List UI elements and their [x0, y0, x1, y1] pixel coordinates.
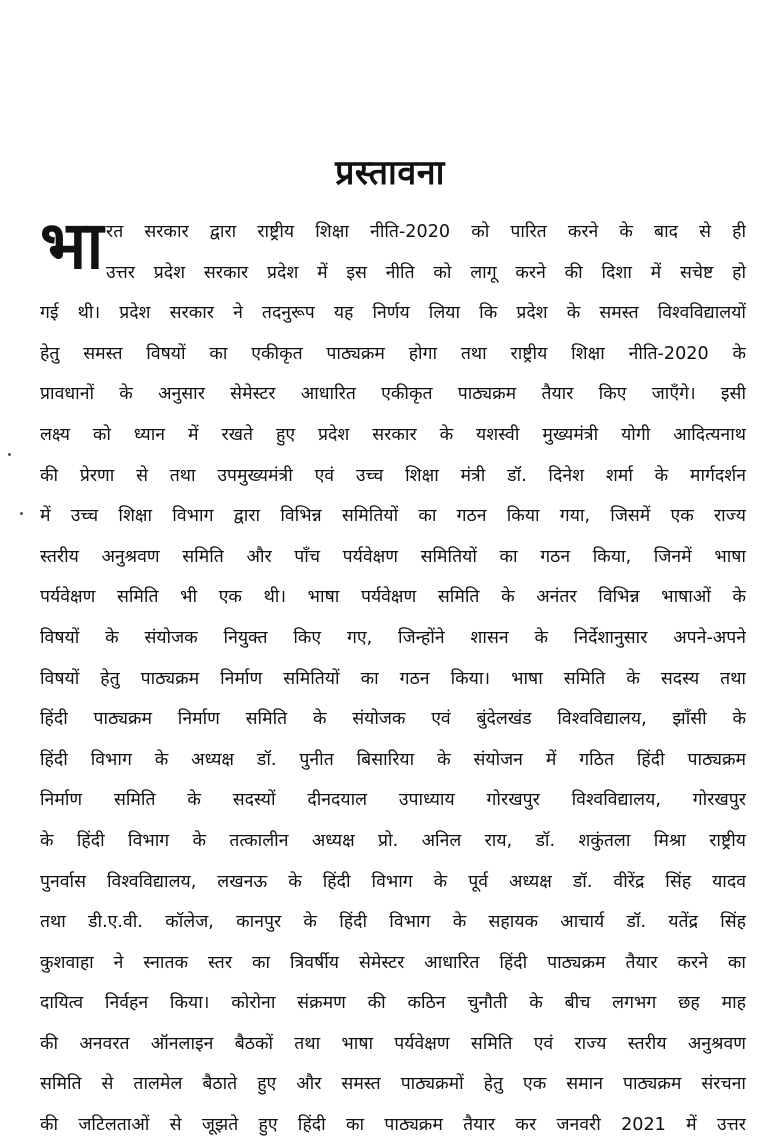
text-line: निर्माण समिति के सदस्यों दीनदयाल उपाध्याय गोरखपुर विश्वविद्यालय, गोरखपुर [40, 790, 746, 811]
text-line: पुनर्वास विश्वविद्यालय, लखनऊ के हिंदी विभाग के पूर्व अध्यक्ष डॉ. वीरेंद्र सिंह यादव [40, 871, 746, 892]
text-line: तथा डी.ए.वी. कॉलेज, कानपुर के हिंदी विभाग के सहायक आचार्य डॉ. यतेंद्र सिंह [40, 912, 746, 933]
drop-cap: भा [40, 207, 102, 284]
text-line: हिंदी विभाग के अध्यक्ष डॉ. पुनीत बिसारिया के संयोजन में गठित हिंदी पाठ्यक्रम [40, 749, 746, 770]
text-line: पर्यवेक्षण समिति भी एक थी। भाषा पर्यवेक्षण समिति के अनंतर विभिन्न भाषाओं के [40, 587, 746, 608]
scan-speck [8, 453, 11, 456]
text-line: विषयों के संयोजक नियुक्त किए गए, जिन्होंने शासन के निर्देशानुसार अपने-अपने [40, 627, 746, 648]
text-line: दायित्व निर्वहन किया। कोरोना संक्रमण की कठिन चुनौती के बीच लगभग छह माह [40, 993, 746, 1014]
text-line: के हिंदी विभाग के तत्कालीन अध्यक्ष प्रो. अनिल राय, डॉ. शकुंतला मिश्रा राष्ट्रीय [40, 830, 746, 851]
text-line: कुशवाहा ने स्नातक स्तर का त्रिवर्षीय सेमेस्टर आधारित हिंदी पाठ्यक्रम तैयार करने का [40, 952, 746, 973]
text-line: हेतु समस्त विषयों का एकीकृत पाठ्यक्रम होगा तथा राष्ट्रीय शिक्षा नीति-2020 के [40, 343, 746, 364]
page-title: प्रस्तावना [335, 152, 445, 193]
scan-speck [20, 512, 23, 515]
text-line: रत सरकार द्वारा राष्ट्रीय शिक्षा नीति-2020 को पारित करने के बाद से ही [106, 222, 746, 242]
text-line: की जटिलताओं से जूझते हुए हिंदी का पाठ्यक्रम तैयार कर जनवरी 2021 में उत्तर [40, 1115, 746, 1136]
text-line: में उच्च शिक्षा विभाग द्वारा विभिन्न समितियों का गठन किया गया, जिसमें एक राज्य [40, 506, 746, 527]
text-line: लक्ष्य को ध्यान में रखते हुए प्रदेश सरकार के यशस्वी मुख्यमंत्री योगी आदित्यनाथ [40, 424, 746, 445]
body-paragraph [40, 212, 746, 1146]
text-line: स्तरीय अनुश्रवण समिति और पाँच पर्यवेक्षण समितियों का गठन किया, जिनमें भाषा [40, 546, 746, 567]
text-line: की अनवरत ऑनलाइन बैठकों तथा भाषा पर्यवेक्षण समिति एवं राज्य स्तरीय अनुश्रवण [40, 1033, 746, 1054]
text-line: प्रावधानों के अनुसार सेमेस्टर आधारित एकीकृत पाठ्यक्रम तैयार किए जाएँगे। इसी [40, 384, 746, 405]
text-line: उत्तर प्रदेश सरकार प्रदेश में इस नीति को लागू करने की दिशा में सचेष्ट हो [106, 262, 746, 283]
text-line: गई थी। प्रदेश सरकार ने तदनुरूप यह निर्णय लिया कि प्रदेश के समस्त विश्वविद्यालयों [40, 303, 746, 324]
text-line: की प्रेरणा से तथा उपमुख्यमंत्री एवं उच्च शिक्षा मंत्री डॉ. दिनेश शर्मा के मार्गदर्शन [40, 465, 746, 486]
text-line: विषयों हेतु पाठ्यक्रम निर्माण समितियों का गठन किया। भाषा समिति के सदस्य तथा [40, 668, 746, 689]
text-line: हिंदी पाठ्यक्रम निर्माण समिति के संयोजक एवं बुंदेलखंड विश्वविद्यालय, झाँसी के [40, 709, 746, 730]
text-line: समिति से तालमेल बैठाते हुए और समस्त पाठ्यक्रमों हेतु एक समान पाठ्यक्रम संरचना [40, 1074, 746, 1095]
